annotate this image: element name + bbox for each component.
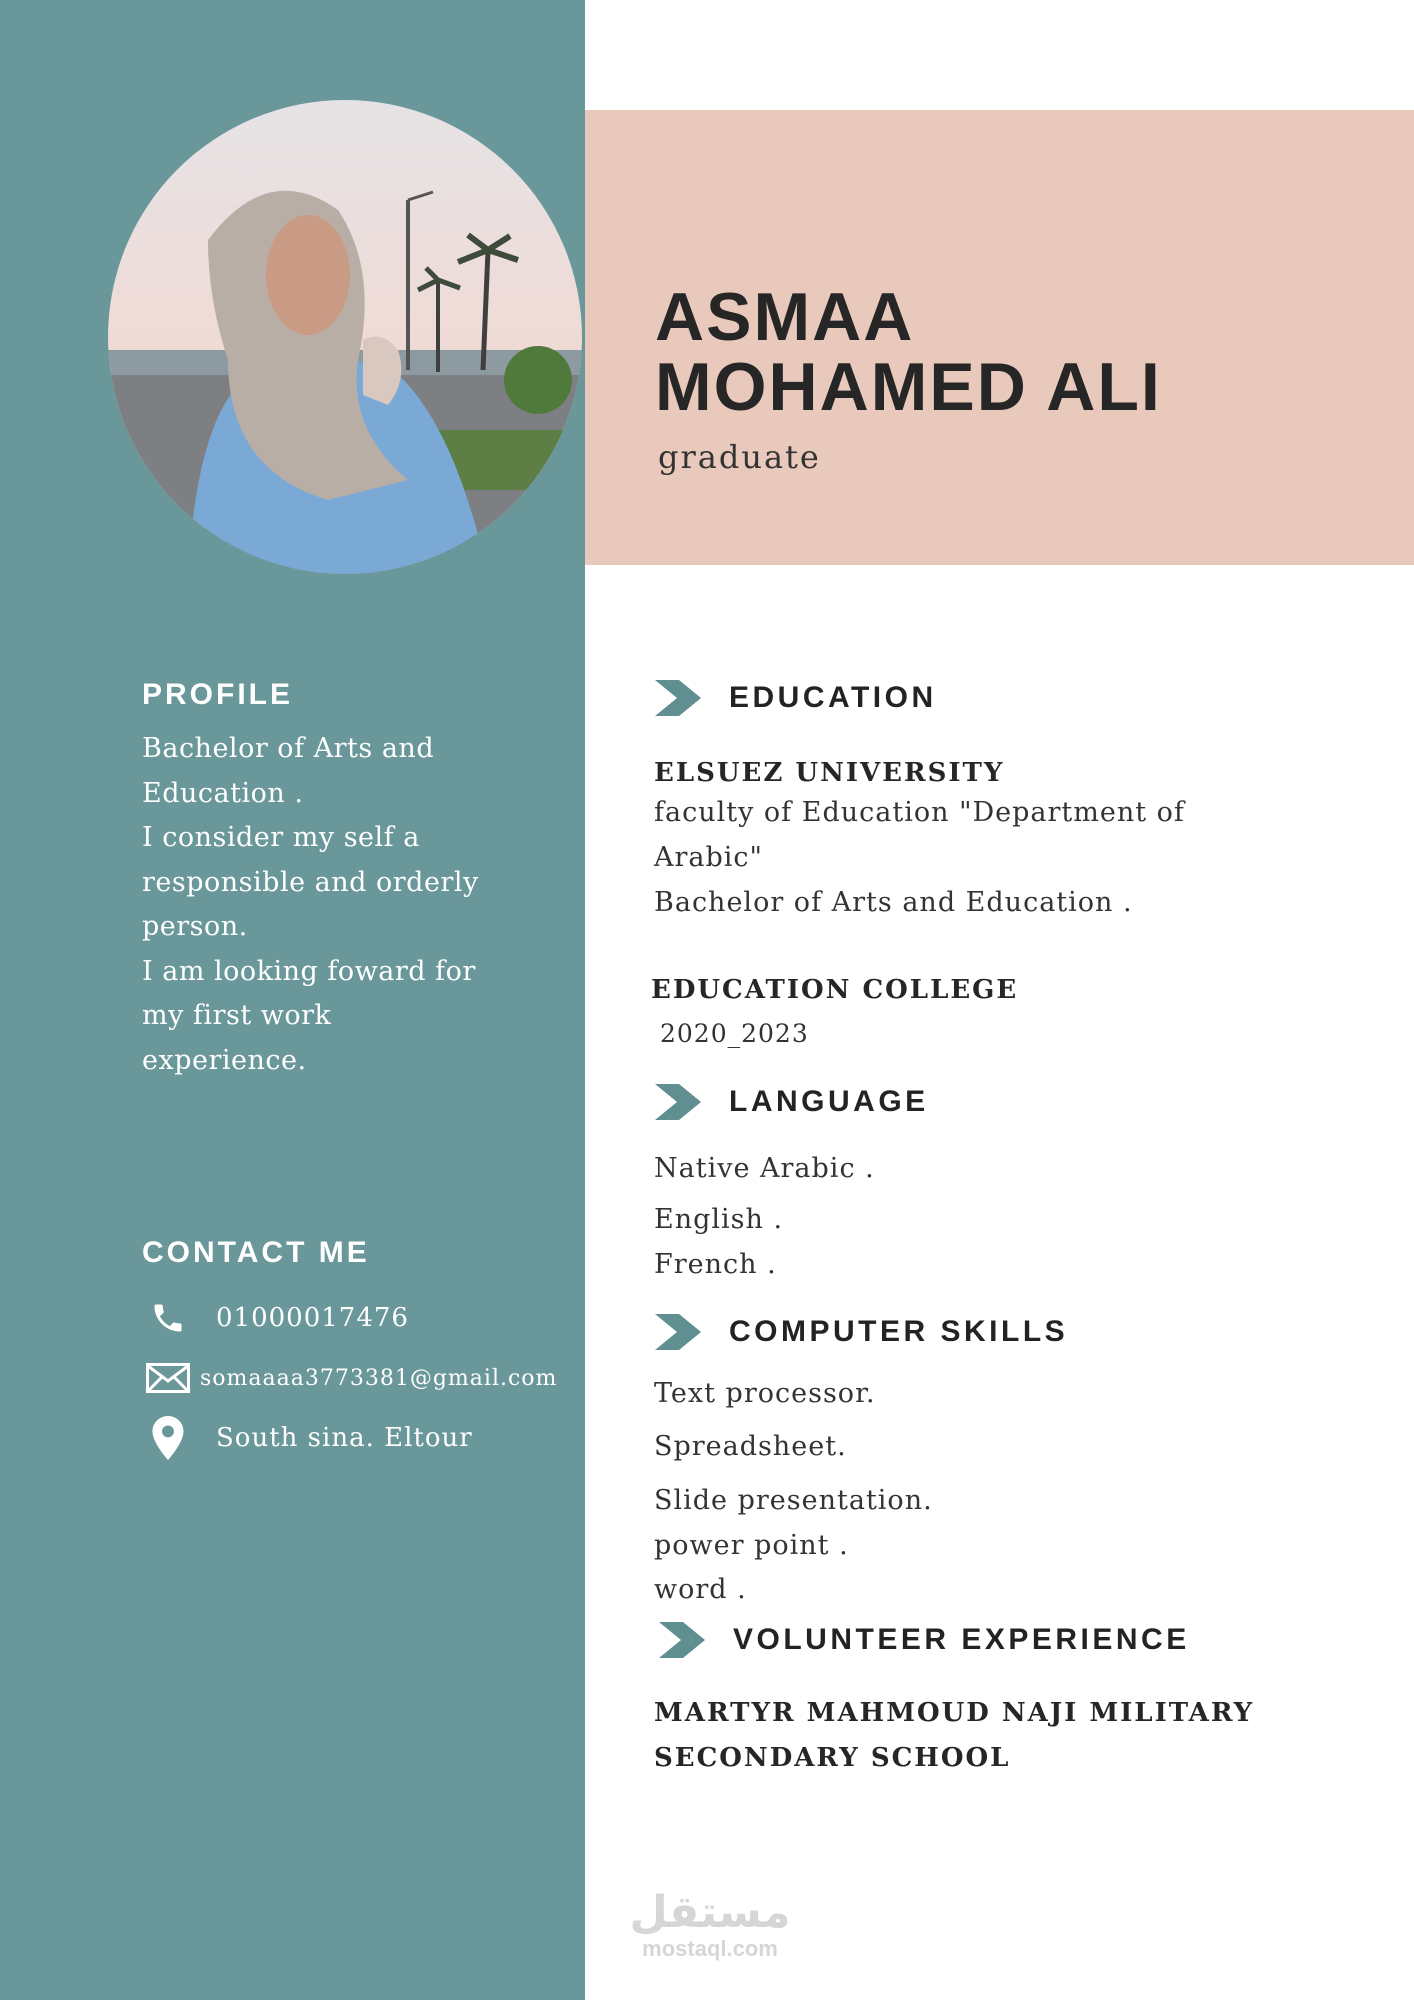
skill-item: word . bbox=[654, 1574, 747, 1605]
profile-line: responsible and orderly bbox=[142, 866, 479, 898]
education-line: Bachelor of Arts and Education . bbox=[654, 887, 1133, 918]
volunteer-line: MARTYR MAHMOUD NAJI MILITARY bbox=[654, 1698, 1255, 1728]
profile-line: person. bbox=[142, 911, 248, 942]
contact-email bbox=[146, 1356, 557, 1400]
profile-line: I consider my self a bbox=[142, 822, 420, 853]
education-heading-text: EDUCATION bbox=[729, 681, 937, 714]
contact-phone-text[interactable]: 01000017476 bbox=[216, 1303, 409, 1333]
university-name: ELSUEZ UNIVERSITY bbox=[654, 758, 1005, 788]
language-item: French . bbox=[654, 1249, 777, 1280]
volunteer-heading bbox=[659, 1619, 1190, 1661]
contact-email-text[interactable]: somaaaa3773381@gmail.com bbox=[200, 1365, 558, 1391]
volunteer-heading-text: VOLUNTEER EXPERIENCE bbox=[733, 1623, 1190, 1656]
job-title: graduate bbox=[658, 438, 821, 476]
profile-line: I am looking foward for bbox=[142, 955, 476, 987]
name-line: ASMAA bbox=[655, 279, 915, 355]
education-years: 2020_2023 bbox=[660, 1019, 809, 1048]
volunteer-line: SECONDARY SCHOOL bbox=[654, 1743, 1011, 1773]
language-item: Native Arabic . bbox=[654, 1153, 875, 1184]
chevron-arrow-icon bbox=[655, 1314, 703, 1350]
chevron-arrow-icon bbox=[655, 680, 703, 716]
profile-photo-image bbox=[108, 100, 582, 574]
profile-line: my first work bbox=[142, 1000, 332, 1031]
watermark-arabic: مستقل bbox=[629, 1887, 791, 1938]
skills-heading bbox=[655, 1311, 1068, 1353]
watermark bbox=[620, 1887, 800, 1962]
education-heading bbox=[655, 677, 937, 719]
watermark-latin: mostaql.com bbox=[642, 1936, 778, 1961]
profile-line: Education . bbox=[142, 777, 304, 809]
contact-heading: CONTACT ME bbox=[142, 1236, 370, 1269]
skill-item: Spreadsheet. bbox=[654, 1431, 847, 1462]
college-name: EDUCATION COLLEGE bbox=[651, 975, 1019, 1005]
contact-phone bbox=[146, 1296, 409, 1340]
chevron-arrow-icon bbox=[659, 1622, 707, 1658]
education-line: faculty of Education "Department of bbox=[654, 797, 1185, 828]
language-heading-text: LANGUAGE bbox=[729, 1085, 929, 1118]
skill-item: Text processor. bbox=[654, 1378, 876, 1409]
profile-line: experience. bbox=[142, 1044, 307, 1076]
envelope-icon bbox=[146, 1356, 190, 1400]
skill-item: Slide presentation. bbox=[654, 1485, 933, 1516]
education-line: Arabic" bbox=[654, 842, 763, 873]
location-pin-icon bbox=[146, 1416, 190, 1460]
language-heading bbox=[655, 1081, 929, 1123]
full-name bbox=[655, 279, 1162, 425]
profile-text bbox=[142, 727, 542, 1083]
skill-item: power point . bbox=[654, 1530, 849, 1561]
profile-line: Bachelor of Arts and bbox=[142, 733, 435, 764]
profile-heading: PROFILE bbox=[142, 678, 294, 711]
profile-photo bbox=[108, 100, 582, 574]
contact-location bbox=[146, 1416, 473, 1460]
skills-heading-text: COMPUTER SKILLS bbox=[729, 1315, 1069, 1348]
name-line: MOHAMED ALI bbox=[655, 349, 1162, 425]
chevron-arrow-icon bbox=[655, 1084, 703, 1120]
phone-icon bbox=[146, 1296, 190, 1340]
contact-location-text: South sina. Eltour bbox=[216, 1423, 473, 1453]
language-item: English . bbox=[654, 1204, 784, 1235]
